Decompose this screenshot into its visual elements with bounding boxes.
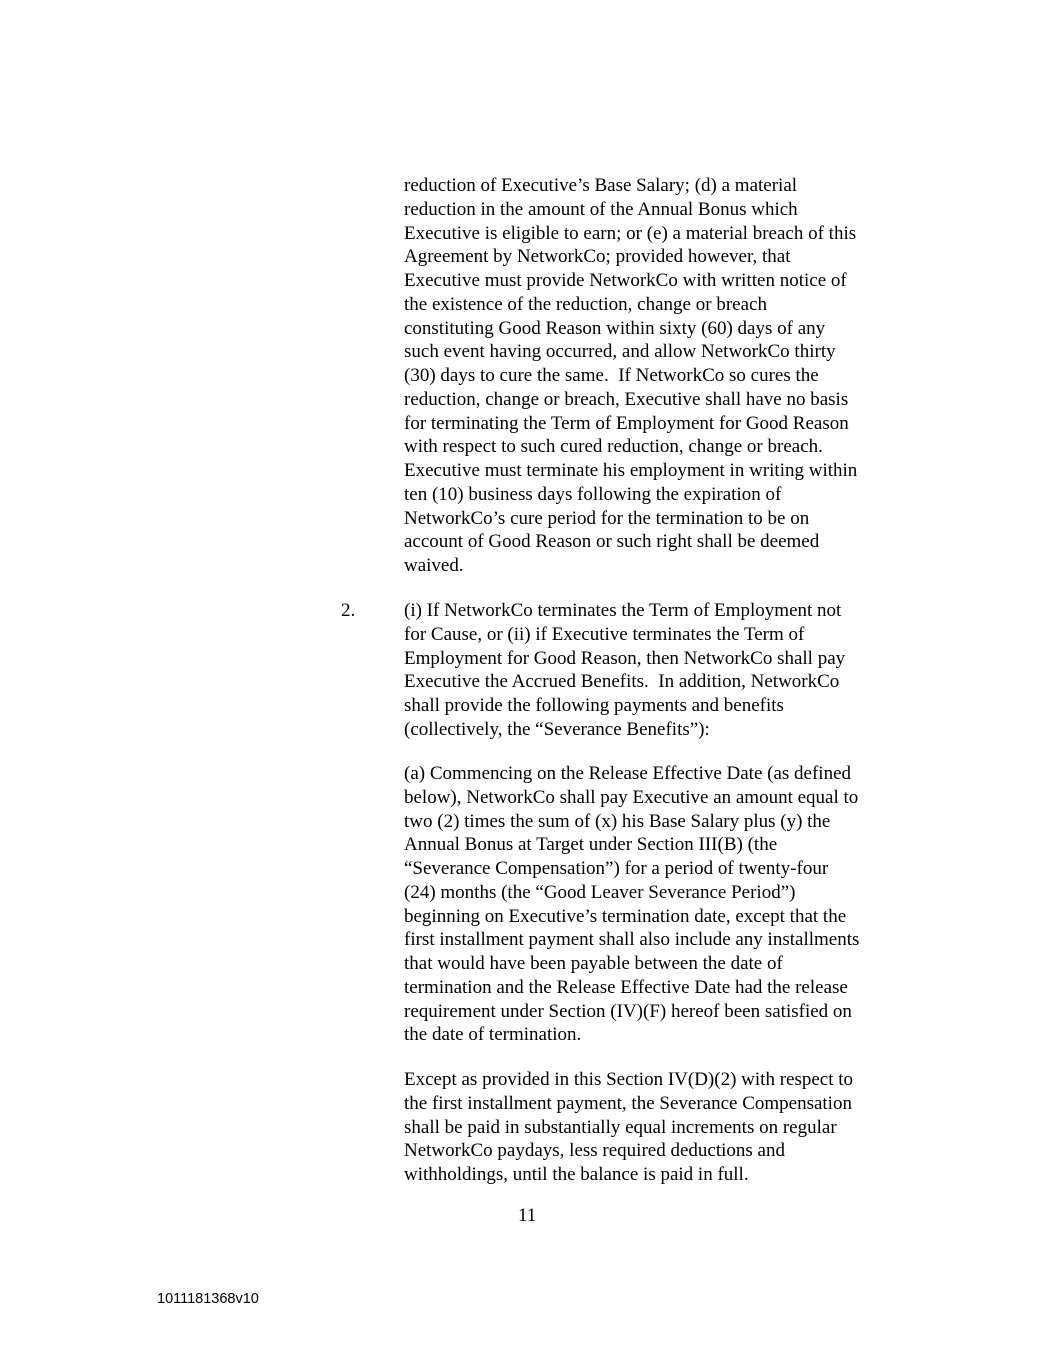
text-line: (30) days to cure the same. If NetworkCo so cures the xyxy=(404,365,819,386)
text-line: Employment for Good Reason, then NetworkCo shall pay xyxy=(404,647,846,669)
text-line: (collectively, the “Severance Benefits”): xyxy=(404,718,710,740)
text-line: with respect to such cured reduction, change or breach. xyxy=(404,436,823,458)
text-line: first installment payment shall also include any installments xyxy=(404,929,860,951)
text-line: reduction in the amount of the Annual Bonus which xyxy=(404,198,798,220)
text-line: shall provide the following payments and benefits xyxy=(404,695,784,716)
text-line: waived. xyxy=(404,555,464,576)
text-line: two (2) times the sum of (x) his Base Salary plus (y) the xyxy=(404,810,831,832)
text-line: the first installment payment, the Severance Compensation xyxy=(404,1092,852,1114)
text-line: for terminating the Term of Employment for Good Reason xyxy=(404,412,849,434)
text-line: (i) If NetworkCo terminates the Term of Employment not xyxy=(404,600,842,621)
text-line: Executive must terminate his employment in writing within xyxy=(404,460,858,481)
continuation-paragraph xyxy=(404,174,904,578)
exception-paragraph xyxy=(404,1068,904,1187)
text-line: NetworkCo’s cure period for the termination to be on xyxy=(404,507,810,529)
text-line: such event having occurred, and allow NetworkCo thirty xyxy=(404,341,836,363)
text-line: Executive the Accrued Benefits. In addition, NetworkCo xyxy=(404,671,840,693)
text-line: that would have been payable between the date of xyxy=(404,953,783,974)
text-line: (24) months (the “Good Leaver Severance Period”) xyxy=(404,881,796,903)
item-number: 2. xyxy=(341,600,356,621)
text-line: Annual Bonus at Target under Section III(B) (the xyxy=(404,834,778,856)
text-line: termination and the Release Effective Date had the release xyxy=(404,976,848,998)
text-line: Except as provided in this Section IV(D)(2) with respect to xyxy=(404,1069,854,1090)
text-line: “Severance Compensation”) for a period of twenty-four xyxy=(404,858,829,879)
text-line: Agreement by NetworkCo; provided however, that xyxy=(404,246,791,268)
page-number: 11 xyxy=(518,1205,537,1226)
text-line: beginning on Executive’s termination date, except that the xyxy=(404,905,847,927)
text-line: withholdings, until the balance is paid in full. xyxy=(404,1164,749,1185)
text-line: Executive must provide NetworkCo with written notice of xyxy=(404,270,847,291)
text-line: requirement under Section (IV)(F) hereof been satisfied on xyxy=(404,1000,852,1022)
item-2-intro-paragraph xyxy=(404,599,904,742)
text-line: the existence of the reduction, change or breach xyxy=(404,293,767,315)
text-line: for Cause, or (ii) if Executive terminates the Term of xyxy=(404,623,805,645)
document-id: 1011181368v10 xyxy=(157,1291,259,1307)
text-line: NetworkCo paydays, less required deductions and xyxy=(404,1140,785,1162)
text-line: reduction, change or breach, Executive shall have no basis xyxy=(404,388,849,410)
text-line: (a) Commencing on the Release Effective Date (as defined xyxy=(404,763,852,784)
text-line: the date of termination. xyxy=(404,1024,582,1046)
text-line: shall be paid in substantially equal increments on regular xyxy=(404,1116,837,1138)
text-line: Executive is eligible to earn; or (e) a material breach of this xyxy=(404,222,857,244)
text-line: reduction of Executive’s Base Salary; (d) a material xyxy=(404,175,798,196)
text-line: account of Good Reason or such right shall be deemed xyxy=(404,531,820,553)
subparagraph-a xyxy=(404,762,904,1047)
text-line: below), NetworkCo shall pay Executive an amount equal to xyxy=(404,786,859,808)
text-line: constituting Good Reason within sixty (60) days of any xyxy=(404,317,826,339)
text-line: ten (10) business days following the expiration of xyxy=(404,483,782,505)
